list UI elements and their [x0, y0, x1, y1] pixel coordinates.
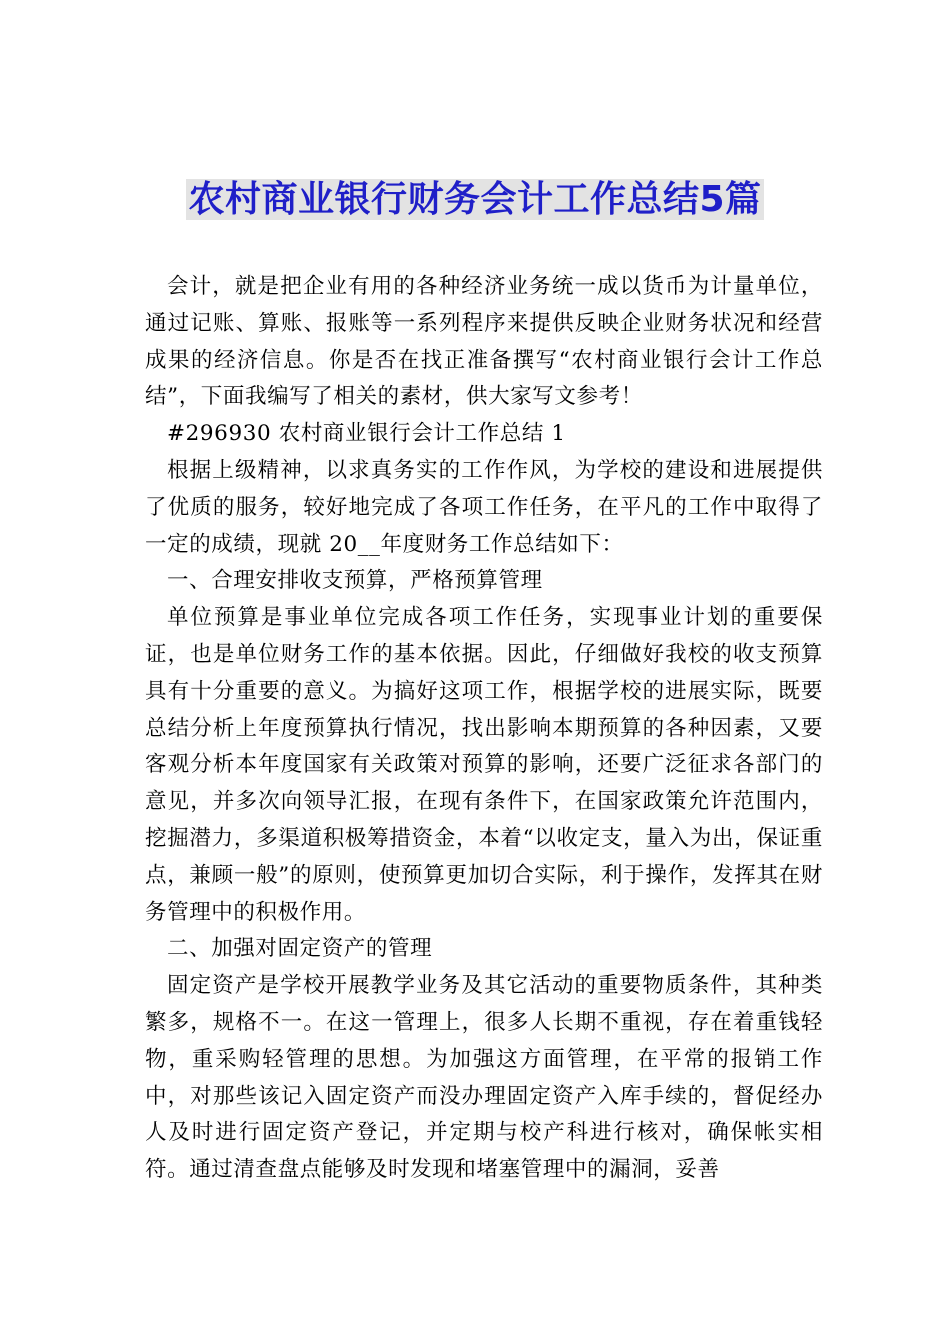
section-heading-fixed-assets: 二、加强对固定资产的管理 [167, 936, 433, 962]
body-paragraph: 固定资产是学校开展教学业务及其它活动的重要物质条件，其种类繁多，规格不一。在这一管理上，很多人长期不重视，存在着重钱轻物，重采购轻管理的思想。为加强这方面管理，在平常的报销工作中，对那些该记入固定资产而没办理固定资产入库手续的，督促经办人及时进行固定资产登记，并定期与校产科进行核对，确保帐实相符。通过清查盘点能够及时发现和堵塞管理中的漏洞，妥善 [145, 973, 823, 1183]
body-paragraph: 根据上级精神，以求真务实的工作作风，为学校的建设和进展提供了优质的服务，较好地完成了各项工作任务，在平凡的工作中取得了一定的成绩，现就 20__年度财务工作总结如下： [145, 457, 823, 557]
section-heading-budget: 一、合理安排收支预算，严格预算管理 [167, 568, 543, 594]
intro-paragraph: 会计，就是把企业有用的各种经济业务统一成以货币为计量单位，通过记账、算账、报账等一系列程序来提供反映企业财务状况和经营成果的经济信息。你是否在找正准备撰写“农村商业银行会计工作总结”，下面我编写了相关的素材，供大家写文参考！ [145, 274, 823, 410]
body-paragraph: 单位预算是事业单位完成各项工作任务，实现事业计划的重要保证，也是单位财务工作的基本依据。因此，仔细做好我校的收支预算具有十分重要的意义。为搞好这项工作，根据学校的进展实际，既要总结分析上年度预算执行情况，找出影响本期预算的各种因素，又要客观分析本年度国家有关政策对预算的影响，还要广泛征求各部门的意见，并多次向领导汇报，在现有条件下，在国家政策允许范围内，挖掘潜力，多渠道积极筹措资金，本着“以收定支，量入为出，保证重点，兼顾一般”的原则，使预算更加切合实际，利于操作，发挥其在财务管理中的积极作用。 [145, 605, 823, 925]
section-heading-summary-1: #296930 农村商业银行会计工作总结 1 [167, 421, 566, 447]
document-title [0, 178, 950, 222]
document-title-text: 农村商业银行财务会计工作总结5篇 [188, 179, 762, 220]
document-body [145, 269, 823, 1189]
